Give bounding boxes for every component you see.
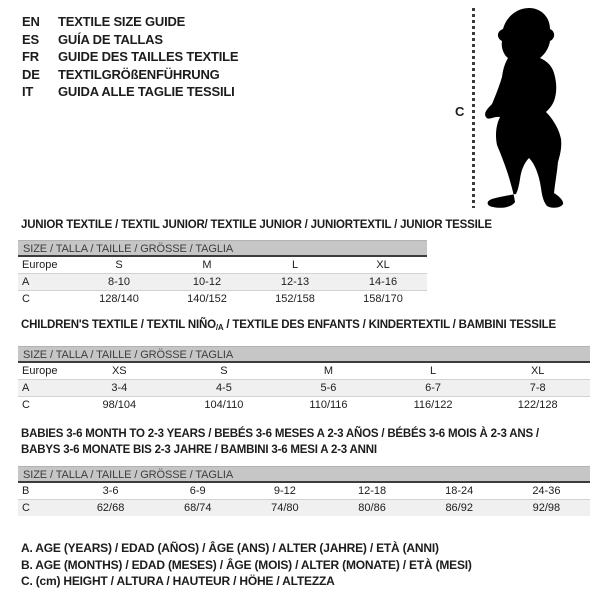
size-header-bar: SIZE / TALLA / TAILLE / GRÖSSE / TAGLIA <box>18 466 590 483</box>
height-measure-dotted-line <box>472 8 475 208</box>
title-text: BABIES 3-6 MONTH TO 2-3 YEARS / BEBÉS 3-6 MESES A 2-3 AÑOS / BÉBÉS 3-6 MOIS À 2-3 ANS / <box>21 428 539 440</box>
legend-notes <box>21 540 472 590</box>
cell-value: S <box>220 365 228 377</box>
table-row <box>18 380 590 397</box>
size-table <box>18 363 590 413</box>
language-title: GUÍA DE TALLAS <box>58 31 163 47</box>
language-row <box>22 66 238 84</box>
language-title: GUIDE DES TAILLES TEXTILE <box>58 49 239 65</box>
cell-value: 9-12 <box>273 485 296 497</box>
row-label: Europe <box>22 365 58 377</box>
cell-value: 116/122 <box>381 397 486 414</box>
cell-value: 5-6 <box>276 380 381 397</box>
cell-value: XS <box>111 365 127 377</box>
cell-value: 7-8 <box>485 380 590 397</box>
title-text <box>21 317 556 333</box>
height-measure-label: C <box>455 104 465 119</box>
language-title-list <box>22 13 238 101</box>
size-table <box>18 483 590 516</box>
language-code: IT <box>22 84 34 100</box>
title-text: BABYS 3-6 MONATE BIS 2-3 JAHRE / BAMBINI 3-6 MESI A 2-3 ANNI <box>21 444 377 456</box>
cell-value: 18-24 <box>445 485 474 497</box>
baby-silhouette-icon <box>479 5 571 210</box>
cell-value: 122/128 <box>485 397 590 414</box>
cell-value: 80/86 <box>328 500 415 517</box>
cell-value: 3-6 <box>102 485 119 497</box>
table-row <box>18 363 590 380</box>
row-label: C <box>18 397 67 414</box>
language-row <box>22 31 238 49</box>
language-title: TEXTILE SIZE GUIDE <box>58 14 186 30</box>
cell-value: L <box>291 259 299 271</box>
language-title: GUIDA ALLE TAGLIE TESSILI <box>58 84 235 100</box>
cell-value: 152/158 <box>251 291 339 308</box>
junior-size-table <box>18 240 427 307</box>
children-size-table <box>18 346 590 413</box>
cell-value: 24-36 <box>532 485 561 497</box>
row-label: B <box>22 485 30 497</box>
cell-value: 158/170 <box>339 291 427 308</box>
cell-value: 14-16 <box>339 274 427 291</box>
cell-value: 92/98 <box>503 500 590 517</box>
title-subscript: /A <box>215 323 224 332</box>
babies-size-table <box>18 466 590 516</box>
cell-value: M <box>202 259 212 271</box>
row-label: A <box>18 274 75 291</box>
cell-value: 3-4 <box>67 380 172 397</box>
size-table <box>18 257 427 307</box>
language-code: EN <box>22 14 40 30</box>
table-row <box>18 291 427 308</box>
row-label: C <box>18 500 67 517</box>
cell-value: 98/104 <box>67 397 172 414</box>
language-row <box>22 83 238 101</box>
language-code: ES <box>22 31 39 47</box>
table-row <box>18 483 590 500</box>
row-label: C <box>18 291 75 308</box>
note-age-months: B. AGE (MONTHS) / EDAD (MESES) / ÂGE (MOIS) / ALTER (MONATE) / ETÀ (MESI) <box>21 557 472 572</box>
cell-value: XL <box>376 259 390 271</box>
cell-value: M <box>323 365 334 377</box>
table-row <box>18 397 590 414</box>
table-row <box>18 500 590 517</box>
cell-value: XL <box>530 365 545 377</box>
row-label: Europe <box>22 259 58 271</box>
language-code: FR <box>22 49 39 65</box>
cell-value: 6-7 <box>381 380 486 397</box>
note-height-cm: C. (cm) HEIGHT / ALTURA / HAUTEUR / HÖHE / ALTEZZA <box>21 574 335 588</box>
cell-value: 104/110 <box>172 397 277 414</box>
size-header-bar: SIZE / TALLA / TAILLE / GRÖSSE / TAGLIA <box>18 346 590 363</box>
language-row <box>22 13 238 31</box>
cell-value: L <box>430 365 437 377</box>
cell-value: 86/92 <box>416 500 503 517</box>
cell-value: 68/74 <box>154 500 241 517</box>
row-label: A <box>18 380 67 397</box>
table-row <box>18 274 427 291</box>
cell-value: 62/68 <box>67 500 154 517</box>
language-title: TEXTILGRÖßENFÜHRUNG <box>58 66 220 82</box>
cell-value: 12-13 <box>251 274 339 291</box>
cell-value: 110/116 <box>276 397 381 414</box>
cell-value: 8-10 <box>75 274 163 291</box>
note-age-years: A. AGE (YEARS) / EDAD (AÑOS) / ÂGE (ANS) / ALTER (JAHRE) / ETÀ (ANNI) <box>21 541 439 555</box>
language-row <box>22 48 238 66</box>
section-title-children <box>21 317 556 333</box>
title-part: / TEXTILE DES ENFANTS / KINDERTEXTIL / BAMBINI TESSILE <box>223 319 556 331</box>
title-part: CHILDREN'S TEXTILE / TEXTIL NIÑO <box>21 319 216 331</box>
table-row <box>18 257 427 274</box>
cell-value: 128/140 <box>75 291 163 308</box>
size-header-bar: SIZE / TALLA / TAILLE / GRÖSSE / TAGLIA <box>18 240 427 257</box>
cell-value: S <box>115 259 123 271</box>
cell-value: 12-18 <box>357 485 387 497</box>
cell-value: 140/152 <box>163 291 251 308</box>
cell-value: 4-5 <box>172 380 277 397</box>
cell-value: 10-12 <box>163 274 251 291</box>
cell-value: 74/80 <box>241 500 328 517</box>
title-text: JUNIOR TEXTILE / TEXTIL JUNIOR/ TEXTILE JUNIOR / JUNIORTEXTIL / JUNIOR TESSILE <box>21 219 492 231</box>
language-code: DE <box>22 66 40 82</box>
section-title-junior <box>21 217 492 233</box>
cell-value: 6-9 <box>189 485 206 497</box>
section-title-babies <box>21 426 539 458</box>
